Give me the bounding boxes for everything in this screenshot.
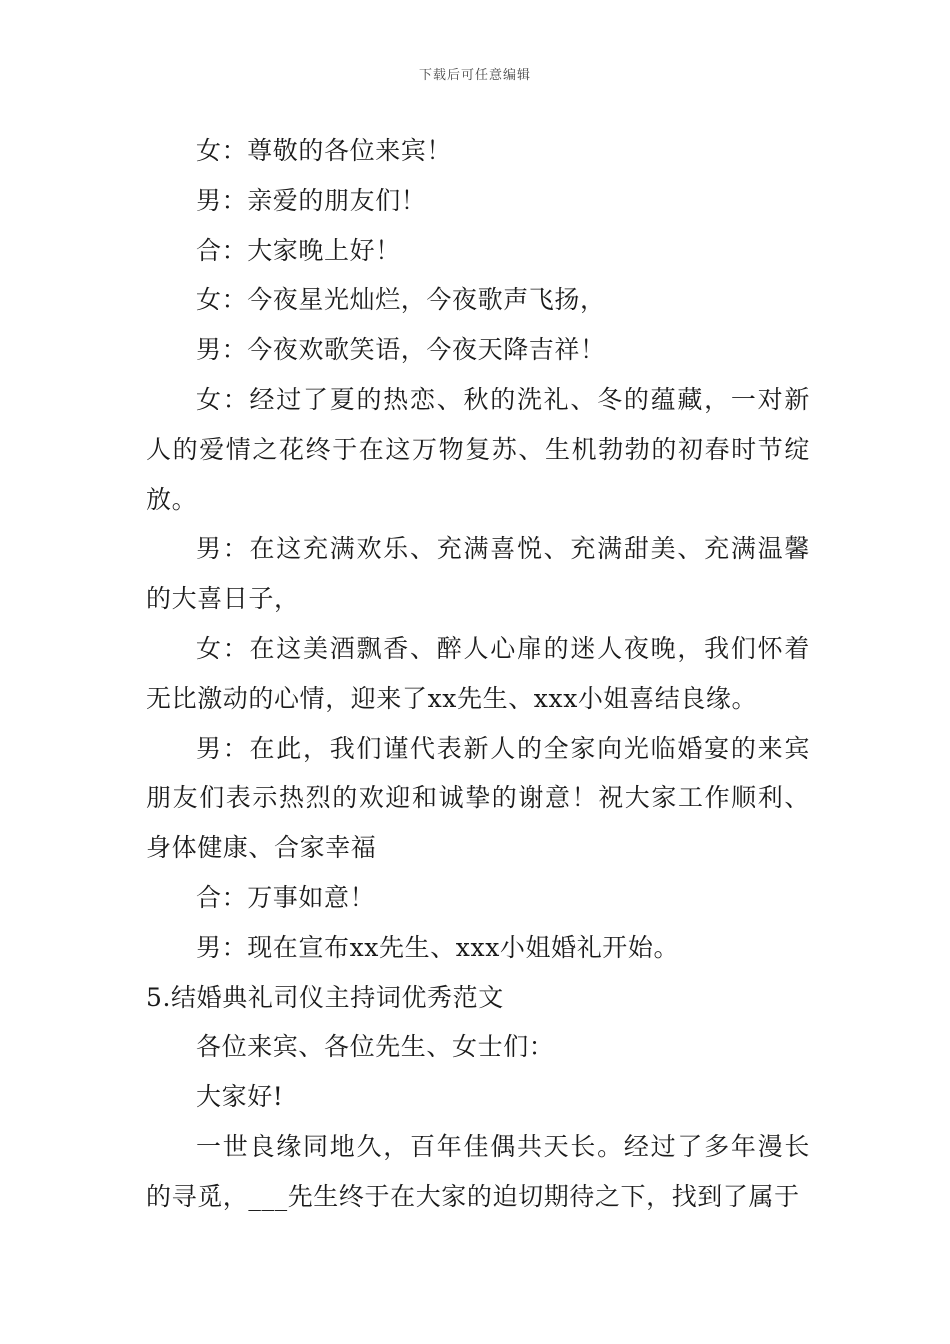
paragraph: 男：今夜欢歌笑语，今夜天降吉祥！ [196, 335, 606, 365]
paragraph: 各位来宾、各位先生、女士们： [196, 1032, 555, 1062]
paragraph: 一世良缘同地久，百年佳偶共天长。经过了多年漫长的寻觅，___先生终于在大家的迫切期待之下，找到了属于 [146, 1131, 810, 1211]
document-body [146, 126, 810, 1222]
section-heading: 5.结婚典礼司仪主持词优秀范文 [146, 982, 504, 1012]
paragraph: 男：在这充满欢乐、充满喜悦、充满甜美、充满温馨的大喜日子， [146, 534, 810, 614]
page-header: 下载后可任意编辑 [418, 68, 531, 83]
paragraph: 女：经过了夏的热恋、秋的洗礼、冬的蕴藏，一对新人的爱情之花终于在这万物复苏、生机勃勃的初春时节绽放。 [146, 384, 810, 514]
paragraph: 男：现在宣布xx先生、xxx小姐婚礼开始。 [196, 932, 680, 962]
paragraph: 合：万事如意！ [196, 882, 376, 912]
paragraph: 男：亲爱的朋友们！ [196, 185, 427, 215]
paragraph: 合：大家晚上好！ [196, 235, 401, 265]
paragraph: 女：在这美酒飘香、醉人心扉的迷人夜晚，我们怀着无比激动的心情，迎来了xx先生、xxx小姐喜结良缘。 [146, 633, 810, 713]
paragraph: 女：今夜星光灿烂，今夜歌声飞扬， [196, 285, 606, 315]
paragraph: 大家好! [196, 1082, 284, 1112]
paragraph: 女：尊敬的各位来宾！ [196, 136, 453, 165]
paragraph: 男：在此，我们谨代表新人的全家向光临婚宴的来宾朋友们表示热烈的欢迎和诚挚的谢意！祝大家工作顺利、身体健康、合家幸福 [146, 733, 810, 863]
